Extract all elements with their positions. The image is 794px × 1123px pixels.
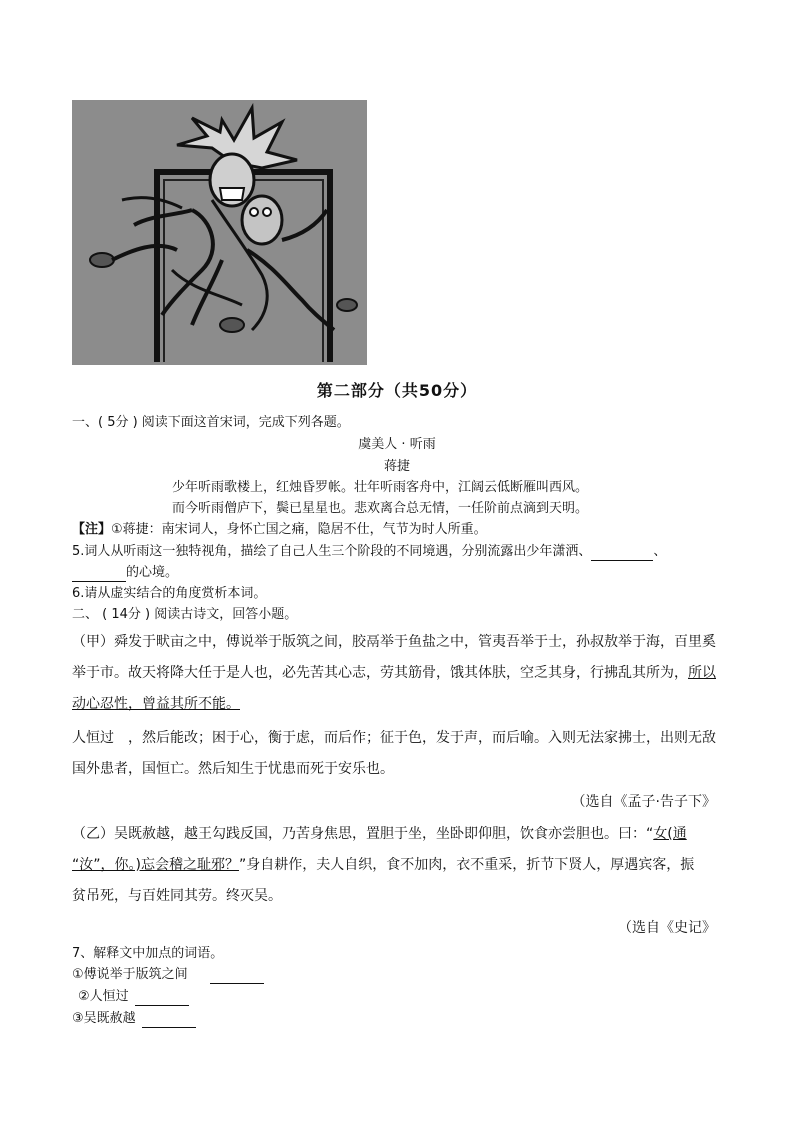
question-5-text: 5.词人从听雨这一独特视角，描绘了自己人生三个阶段的不同境遇，分别流露出少年潇洒、 — [72, 544, 592, 559]
question-5-separator: 、 — [653, 544, 667, 559]
passage-yi-text: ”身自耕作，夫人自织，食不加肉，衣不重采，折节下贤人，厚遇宾客，振 — [238, 857, 695, 873]
section2-heading: 二、 ( 14分 ) 阅读古诗文，回答小题。 — [72, 607, 298, 622]
question-7-item — [72, 1010, 196, 1028]
passage-yi-line — [72, 854, 694, 876]
underlined-phrase: 所以 — [688, 665, 716, 681]
cartoon-illustration — [72, 100, 367, 365]
passage-jia-text: 举于市。故天将降大任于是人也，必先苦其心志，劳其筋骨，饿其体肤，空乏其身，行拂乱其所为， — [72, 665, 688, 681]
answer-blank[interactable] — [72, 567, 126, 582]
cartoon-drawing — [72, 100, 367, 365]
passage-jia-line: （甲）舜发于畎亩之中，傅说举于版筑之间，胶鬲举于鱼盐之中，管夷吾举于士，孙叔敖举于海，百里奚 — [72, 634, 716, 650]
question-7-item — [78, 988, 189, 1006]
answer-blank[interactable] — [591, 546, 653, 561]
underlined-phrase: 女(通 — [653, 826, 687, 842]
poem-line: 而今听雨僧庐下，鬓已星星也。悲欢离合总无情，一任阶前点滴到天明。 — [172, 501, 589, 516]
note-label: 【注】 — [72, 522, 112, 537]
underlined-sentence: 动心忍性，曾益其所不能。 — [72, 696, 240, 712]
passage-jia-line: 人恒过 ，然后能改；困于心，衡于虑，而后作；征于色，发于声，而后喻。入则无法家拂士，出则无敌 — [72, 730, 716, 746]
question-7-item — [72, 966, 264, 984]
passage-yi-source: （选自《史记》 — [618, 920, 716, 936]
passage-jia-source: （选自《孟子·告子下》 — [571, 794, 716, 810]
question-7-item-text: ③吴既赦越 — [72, 1011, 136, 1026]
note-text: ①蒋捷：南宋词人，身怀亡国之痛，隐居不仕，气节为时人所重。 — [111, 522, 487, 537]
passage-jia-line: 国外患者，国恒亡。然后知生于忧患而死于安乐也。 — [72, 761, 394, 777]
passage-yi-text: （乙）吴既赦越，越王勾践反国，乃苦身焦思，置胆于坐，坐卧即仰胆，饮食亦尝胆也。曰：“ — [72, 826, 654, 842]
passage-yi-line — [72, 823, 687, 845]
poem-line: 少年听雨歌楼上，红烛昏罗帐。壮年听雨客舟中，江阔云低断雁叫西风。 — [172, 480, 589, 495]
part-title: 第二部分（共50分） — [316, 381, 478, 400]
answer-blank[interactable] — [142, 1013, 196, 1028]
question-7: 7、解释文中加点的词语。 — [72, 946, 224, 961]
answer-blank[interactable] — [210, 969, 264, 984]
question-5-cont — [72, 564, 178, 582]
poem-note — [72, 521, 487, 539]
question-7-item-text: ②人恒过 — [78, 989, 129, 1004]
question-5-tail: 的心境。 — [126, 565, 179, 580]
passage-jia-line — [72, 662, 716, 684]
answer-blank[interactable] — [135, 991, 189, 1006]
poem-author: 蒋捷 — [383, 459, 410, 474]
section1-heading: 一、( 5分 ) 阅读下面这首宋词，完成下列各题。 — [72, 415, 350, 430]
question-5 — [72, 543, 666, 561]
passage-yi-line: 贫吊死，与百姓同其劳。终灭吴。 — [72, 888, 282, 904]
question-6: 6.请从虚实结合的角度赏析本词。 — [72, 586, 267, 601]
poem-title: 虞美人 · 听雨 — [358, 437, 436, 452]
underlined-phrase: “汝”，你。)忘会稽之耻邪？ — [72, 857, 239, 873]
question-7-item-text: ①傅说举于版筑之间 — [72, 967, 188, 982]
